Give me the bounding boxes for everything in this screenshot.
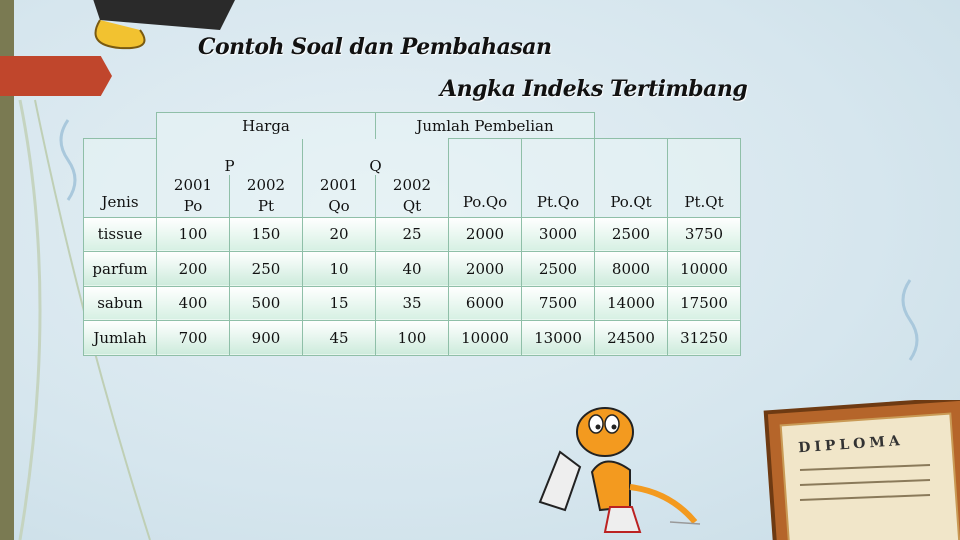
cell-qt: 35: [376, 286, 449, 320]
cell-poqo: 6000: [449, 286, 522, 320]
diploma-label: DIPLOMA: [797, 432, 905, 457]
cell-poqt: 8000: [595, 251, 668, 286]
weighted-index-table: [83, 112, 886, 356]
table-row: [84, 286, 886, 320]
header-harga: Harga: [157, 113, 376, 139]
red-arrow-accent: [0, 56, 112, 96]
header-ptqt: Pt.Qt: [668, 139, 741, 218]
cell-qo: 10: [303, 251, 376, 286]
cell-ptqt: 3750: [668, 217, 741, 251]
header-jumlah-pembelian: Jumlah Pembelian: [376, 113, 595, 139]
table-row: [84, 217, 886, 251]
cell-pt: 150: [230, 217, 303, 251]
table-row: [84, 251, 886, 286]
garfield-cartoon-icon: [520, 392, 710, 538]
table-row-total: [84, 320, 886, 355]
cell-poqt: 14000: [595, 286, 668, 320]
cell-jenis: Jumlah: [84, 320, 157, 355]
cell-poqo: 2000: [449, 217, 522, 251]
cell-poqt: 2500: [595, 217, 668, 251]
slide-title: Contoh Soal dan Pembahasan: [198, 34, 552, 60]
cell-qt: 40: [376, 251, 449, 286]
header-2001-qo: 2001 Qo: [303, 175, 376, 218]
cell-qo: 45: [303, 320, 376, 355]
cell-qo: 20: [303, 217, 376, 251]
cell-qo: 15: [303, 286, 376, 320]
cell-poqo: 10000: [449, 320, 522, 355]
cell-po: 200: [157, 251, 230, 286]
diploma-icon: [760, 400, 960, 540]
cell-ptqo: 7500: [522, 286, 595, 320]
header-2002-pt: 2002 Pt: [230, 175, 303, 218]
slide-subtitle: Angka Indeks Tertimbang: [440, 76, 748, 102]
cell-ptqt: 17500: [668, 286, 741, 320]
cell-ptqo: 13000: [522, 320, 595, 355]
header-poqt: Po.Qt: [595, 139, 668, 218]
cell-qt: 100: [376, 320, 449, 355]
cell-pt: 900: [230, 320, 303, 355]
cell-jenis: tissue: [84, 217, 157, 251]
header-2001-po: 2001 Po: [157, 175, 230, 218]
cell-ptqo: 2500: [522, 251, 595, 286]
cell-ptqo: 3000: [522, 217, 595, 251]
cell-po: 700: [157, 320, 230, 355]
cell-poqo: 2000: [449, 251, 522, 286]
cell-pt: 250: [230, 251, 303, 286]
cell-jenis: sabun: [84, 286, 157, 320]
header-p: P: [157, 139, 303, 175]
cell-po: 100: [157, 217, 230, 251]
header-poqo: Po.Qo: [449, 139, 522, 218]
cell-ptqt: 31250: [668, 320, 741, 355]
cell-po: 400: [157, 286, 230, 320]
header-ptqo: Pt.Qo: [522, 139, 595, 218]
cell-pt: 500: [230, 286, 303, 320]
cell-poqt: 24500: [595, 320, 668, 355]
cell-ptqt: 10000: [668, 251, 741, 286]
header-jenis: Jenis: [84, 139, 157, 218]
cell-qt: 25: [376, 217, 449, 251]
header-q: Q: [303, 139, 449, 175]
header-2002-qt: 2002 Qt: [376, 175, 449, 218]
cell-jenis: parfum: [84, 251, 157, 286]
